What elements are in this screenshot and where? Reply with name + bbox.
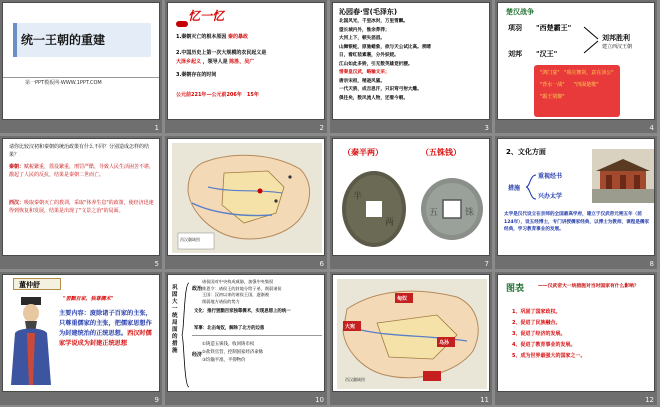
- outcome-2: 建立西汉王朝: [602, 44, 633, 50]
- svg-text:两: 两: [385, 218, 395, 228]
- slide-12: [497, 274, 655, 392]
- slide-7: [332, 138, 490, 256]
- slide-thumbnail-6[interactable]: [165, 136, 327, 269]
- slide-thumbnail-3[interactable]: [330, 0, 492, 133]
- highlight-text: 西汉时儒家学说成为封建正统思想: [59, 330, 152, 347]
- slide-number: 6: [319, 260, 324, 268]
- culture-text: 文化：推行罢黜百家独尊儒术，实现思想上的统一: [194, 309, 291, 314]
- brace-icon: [524, 173, 538, 201]
- wuzhu-coin-image: [419, 169, 485, 249]
- slide-10: 巩固大一统局面的措施 政治 诸侯国对中央构成威胁，加强中央集权 推恩令：诸侯王的封地分给子弟，削弱诸侯 王国：汉初以来的诸侯王国，逐渐被 削弱地方诸侯的势力 文化：推行罢黜百家独尊儒术，实现思想上的统一 军事：北击匈奴，解除了北方的边患 经济 ①铸造五铢钱，收回铸币权 ②盐铁官营，控制国家经济命脉 ③均输平准，平抑物价: [167, 274, 325, 392]
- dates: 公元前221年—公元前206年 15年: [176, 92, 259, 98]
- impacts-list: 1、巩固了国家政权。 2、促进了民族融合。 3、促进了经济的发展。 4、促进了教育事业的发展。 5、成为世界最强大的国家之一。: [512, 309, 586, 359]
- svg-text:铢: 铢: [465, 208, 475, 218]
- slide-number: 5: [154, 260, 159, 268]
- slide-thumbnail-2[interactable]: [165, 0, 327, 133]
- western-regions-map: [337, 279, 487, 389]
- outcome: 刘邦胜利: [602, 34, 630, 42]
- idioms-box: "鸿门宴" "项庄舞剑，意在沛公" "背水一战" "四面楚歌" "霸王别姬": [534, 65, 620, 117]
- arrow-icon: [582, 25, 602, 55]
- region-label: 大宛: [345, 324, 356, 330]
- slide-thumbnail-7[interactable]: [330, 136, 492, 269]
- slide-4: 楚汉战争 项羽 "西楚霸王" 刘邦 "汉王" 刘邦胜利 建立西汉王朝 "鸿门宴" "项庄舞剑，意在沛公" "背水一战" "四面楚歌" "霸王别姬": [497, 2, 655, 120]
- side-title: 巩固大一统局面的措施: [172, 285, 178, 354]
- map-caption: 西汉疆域图: [345, 377, 365, 382]
- slide-heading: 忆一忆: [188, 9, 225, 23]
- slide-6: [167, 138, 325, 256]
- slide-number: 4: [649, 124, 654, 132]
- slide-number: 7: [484, 260, 489, 268]
- map-graphic: [337, 279, 487, 389]
- slide-number: 1: [154, 124, 159, 132]
- slide-9: 董仲舒 "罢黜百家，独尊儒术" 主要内容：废除诸子百家的主张，只尊重儒家的主张，把儒家思想作为封建统治的正统思想。西汉时儒家学说成为封建正统思想: [2, 274, 160, 392]
- slide-11: [332, 274, 490, 392]
- banliang-coin-image: [339, 165, 409, 251]
- han-territory-map: [172, 143, 322, 253]
- dong-zhongshu-portrait: [9, 293, 53, 389]
- slide-thumbnail-12[interactable]: [495, 272, 657, 405]
- svg-text:五: 五: [429, 208, 439, 218]
- slide-3: [332, 2, 490, 120]
- region-label: 乌孙: [439, 340, 450, 346]
- slide-number: 10: [315, 396, 324, 404]
- slide-5: 请你比较汉初和秦朝的统治政策有什么不同？分别造成怎样的结果？ 秦朝：赋税繁重，徭役繁重，刑罚严酷，导致人民生活困苦不堪，激起了人民的反抗，结果是秦朝二世而亡。 西汉：吸取秦朝灭亡的教训，采取"休养生息"的政策，使经济迅速得到恢复和发展，结果是出现了"文景之治"的局面。: [2, 138, 160, 256]
- taixue-building-photo: [592, 149, 654, 203]
- politics-list: 诸侯国对中央构成威胁，加强中央集权 推恩令：诸侯王的封地分给子弟，削弱诸侯 王国：汉初以来的诸侯王国，逐渐被 削弱地方诸侯的势力: [202, 279, 282, 304]
- slide-heading: 楚汉战争: [506, 8, 534, 16]
- slide-number: 3: [484, 124, 489, 132]
- taixue-text: 太学是汉代设立在京师的全国最高学府，建立于汉武帝元朔五年（前124年），设五经博士，专门讲授儒家经典，以博士为教师，课程是儒家经典，学习教育事业的发展。: [504, 212, 650, 232]
- slide-number: 11: [480, 396, 489, 404]
- slide-title: 统一王朝的重建: [21, 33, 106, 47]
- slide-number: 8: [649, 260, 654, 268]
- coin-label-left: （秦半两）: [343, 148, 383, 157]
- slide-heading: 沁园春·雪(毛泽东): [339, 8, 398, 16]
- slide-8: 2、文化方面 措施 重视经书 兴办太学 太学是汉代设立在京师的全国最高学府，建立于汉武帝元朔五年（前124年），设五经博士，专门讲授儒家经典，以博士为教师，课程是儒家经典，学习教育事业的发展。: [497, 138, 655, 256]
- economy-list: ①铸造五铢钱，收回铸币权 ②盐铁官营，控制国家经济命脉 ③均输平准，平抑物价: [202, 342, 264, 363]
- slide-footer: 第一PPT模板网-WWW.1PPT.COM: [25, 80, 102, 86]
- region-label: 匈奴: [397, 296, 408, 302]
- slide-heading: 2、文化方面: [506, 148, 546, 156]
- slide-heading: 图表: [506, 284, 525, 294]
- brace-icon: [181, 281, 191, 389]
- slide-thumbnail-11[interactable]: [330, 272, 492, 405]
- question: 请你比较汉初和秦朝的统治政策有什么不同？分别造成怎样的结果？: [9, 144, 150, 158]
- slide-number: 9: [154, 396, 159, 404]
- slide-2: 忆一忆 1.秦朝灭亡的根本原因 秦的暴政 2.中国历史上第一次大规模的农民起义是 大泽乡起义 ，领导人是 陈胜、吴广 3.秦朝存在的时间 公元前221年—公元前206年 15年: [167, 2, 325, 120]
- coin-label-right: （五铢钱）: [421, 148, 461, 157]
- slide-number: 2: [319, 124, 324, 132]
- map-caption: 西汉疆域图: [180, 237, 200, 242]
- slide-number: 12: [645, 396, 654, 404]
- slide-thumbnail-8[interactable]: [495, 136, 657, 269]
- slide-thumbnail-9[interactable]: [0, 272, 162, 405]
- slide-thumbnail-10[interactable]: [165, 272, 327, 405]
- slide-thumbnail-4[interactable]: [495, 0, 657, 133]
- military-text: 军事：北击匈奴，解除了北方的边患: [194, 326, 265, 331]
- slogan: "罢黜百家，独尊儒术": [63, 296, 114, 302]
- slide-thumbnail-5[interactable]: [0, 136, 162, 269]
- poem: 北国风光，千里冰封，万里雪飘。 望长城内外，惟余莽莽； 大河上下，顿失滔滔。 山舞银蛇，原驰蜡象，欲与天公试比高。须晴 日，看红装素裹，分外妖娆。 江山如此多娇，引无数英雄竞折腰。 惜秦皇汉武，略输文采； 唐宗宋祖，稍逊风骚。 一代天骄，成吉思汗，只识弯弓射大雕。 俱往矣，数风流人物，还看今朝。: [339, 19, 431, 101]
- branch-label: 措施: [508, 185, 521, 192]
- question: ——汉武帝大一统措施对当时国家有什么影响？: [538, 284, 639, 289]
- content-text: 主要内容：废除诸子百家的主张，只尊重儒家的主张，把儒家思想作为封建统治的正统思想。: [59, 310, 152, 337]
- slide-thumbnail-1[interactable]: [0, 0, 162, 133]
- slide-1: [2, 2, 160, 120]
- svg-text:半: 半: [353, 192, 363, 202]
